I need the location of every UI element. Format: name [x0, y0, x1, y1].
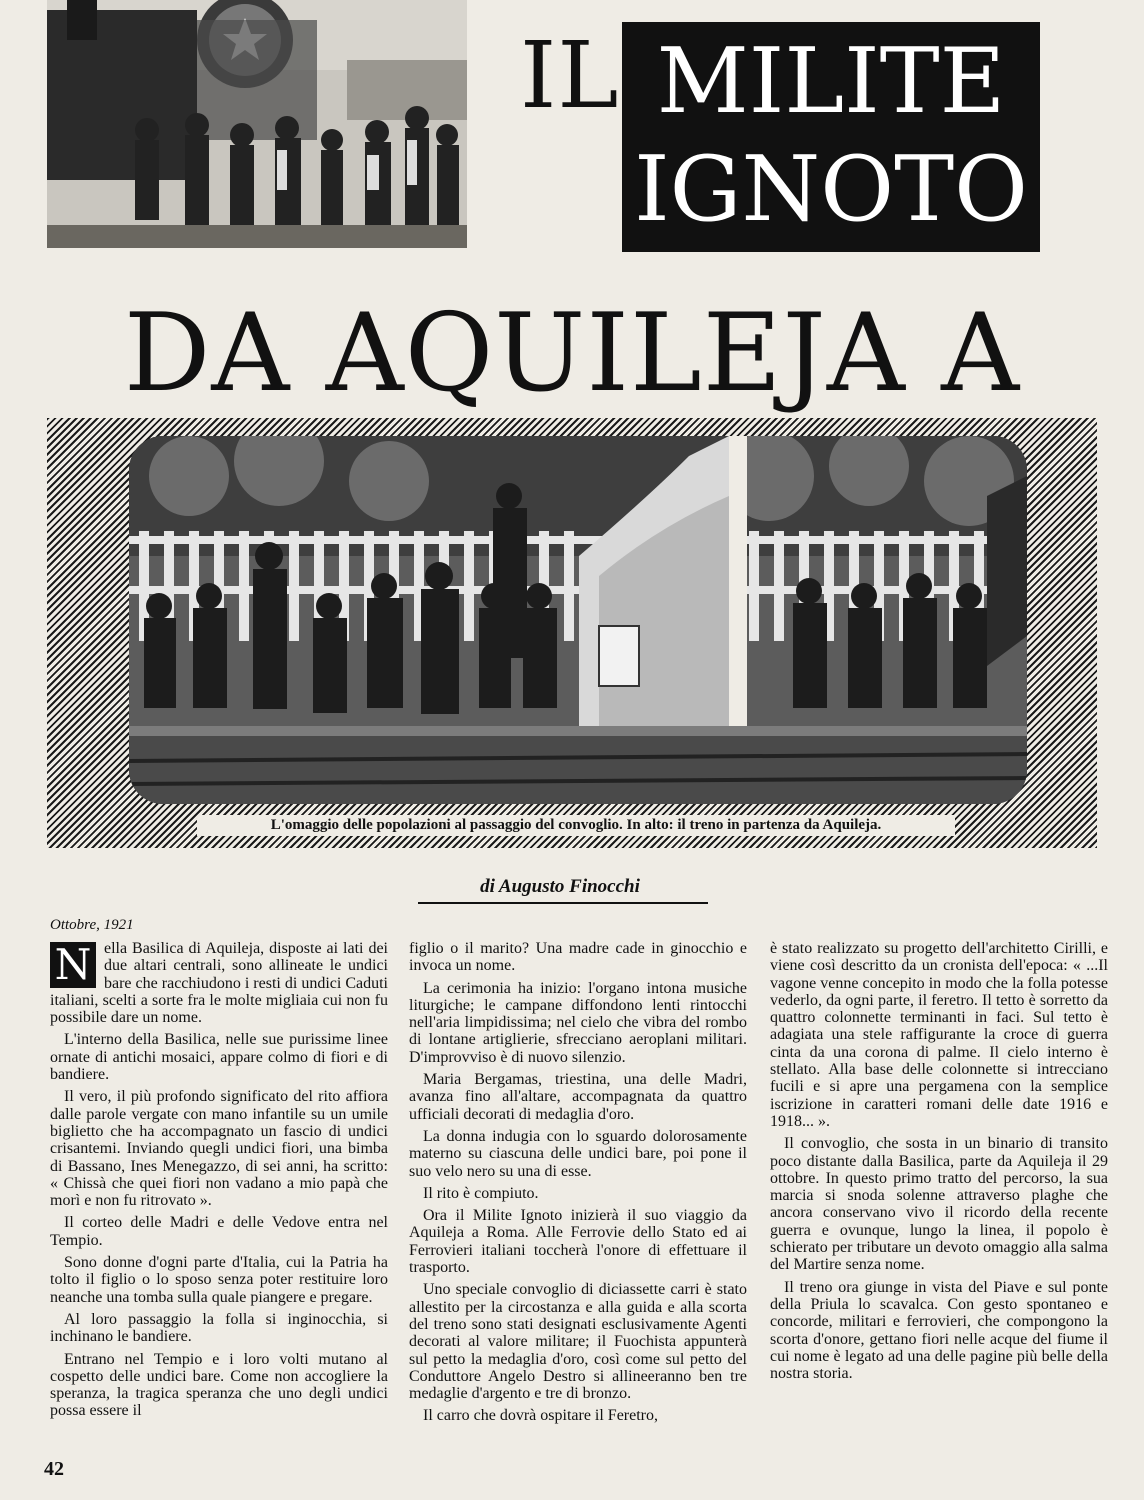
byline-rule [418, 902, 708, 904]
paragraph: Il rito è compiuto. [423, 1184, 539, 1202]
paragraph: Il corteo delle Madri e delle Vedove entra nel Tempio. [50, 1214, 388, 1249]
paragraph: figlio o il marito? Una madre cade in ginocchio e invoca un nome. [409, 940, 747, 975]
paragraph: Sono donne d'ogni parte d'Italia, cui la Patria ha tolto il figlio o lo sposo senza poter restituire loro neanche una tomba sulla quale piangere e pregare. [50, 1254, 388, 1306]
paragraph: ella Basilica di Aquileja, disposte ai lati dei due altari centrali, sono allineate le undici bare che racchiudono i resti di undici Caduti italiani, scelti a sorte fra le molte migliaia cui non fu possibile dare un nome. [50, 940, 388, 1027]
kneeling-crowd-photo [129, 436, 1027, 804]
paragraph: La cerimonia ha inizio: l'organo intona musiche liturgiche; le campane diffondono lenti rintocchi nell'aria limpidissima; nel cielo che vibra del rombo di lontane artiglierie, sfrecciano aeroplani militari. D'improvviso è di nuovo silenzio. [409, 979, 747, 1066]
photo-caption: L'omaggio delle popolazioni al passaggio del convoglio. In alto: il treno in partenza da Aquileja. [197, 815, 955, 836]
paragraph: Il vero, il più profondo significato del rito affiora dalle parole vergate con mano infantile su un umile biglietto che ha accompagnato un fascio di undici crisantemi. Inviando quegli undici fiori, una bimba di Bassano, Ines Menegazzo, di sei anni, ha scritto: « Chissà che quei fiori non vadano a mio papà che morì e non fu ritrovato ». [50, 1088, 388, 1210]
train-departure-photo [47, 0, 467, 248]
paragraph: Entrano nel Tempio e i loro volti mutano al cospetto delle undici bare. Come non accogliere la speranza, la tragica speranza che uno degli undici possa essere il [50, 1350, 388, 1420]
paragraph: Il treno ora giunge in vista del Piave e sul ponte della Priula lo scavalca. Con gesto spontaneo e concorde, militari e ferrovieri, che compongono la scorta d'onore, gettano fiori nelle acque del fiume il cui nome è legato ad una delle pagine più belle della nostra storia. [770, 1278, 1108, 1383]
title-box [622, 22, 1040, 252]
article-column-3 [770, 940, 1108, 1387]
paragraph: Uno speciale convoglio di diciassette carri è stato allestito per la circostanza e alla guida e alla scorta del treno sono stati designati esclusivamente Agenti decorati al valore militare; il Fuochista appunterà sul petto la medaglia d'oro, così come sul petto del Conduttore Angelo Destro si allineeranno ben tre medaglie d'argento e tre di bronzo. [409, 1281, 747, 1403]
title-line-2: IGNOTO [634, 137, 1028, 242]
byline: di Augusto Finocchi [480, 876, 640, 897]
page-number: 42 [44, 1458, 64, 1480]
paragraph: Maria Bergamas, triestina, una delle Madri, avanza fino all'altare, accompagnata da quattro ufficiali decorati di medaglia d'oro. [409, 1071, 747, 1123]
paragraph: Il carro che dovrà ospitare il Feretro, [423, 1407, 659, 1425]
drop-cap: N [50, 942, 96, 988]
title-prefix: IL [520, 22, 620, 129]
photo-frame [47, 418, 1097, 848]
paragraph: L'interno della Basilica, nelle sue purissime linee ornate di antichi mosaici, appare colmo di fiori e di bandiere. [50, 1031, 388, 1084]
title-line-1: MILITE [656, 29, 1006, 134]
paragraph: Al loro passaggio la folla si inginocchia, si inchinano le bandiere. [50, 1310, 388, 1346]
paragraph: La donna indugia con lo sguardo dolorosamente materno su ciascuna delle undici bare, poi pone il suo velo nero su una di esse. [409, 1127, 747, 1180]
headline: DA AQUILEJA A [123, 291, 1021, 416]
paragraph: Ora il Milite Ignoto inizierà il suo viaggio da Aquileja a Roma. Alle Ferrovie dello Stato ed ai Ferrovieri italiani toccherà l'onore di effettuare il trasporto. [409, 1207, 747, 1277]
article-column-1 [50, 940, 388, 1425]
article-column-2 [409, 940, 747, 1430]
paragraph: Il convoglio, che sosta in un binario di transito poco distante dalla Basilica, parte da Aquileja il 29 ottobre. In questo primo tratto del percorso, la sua marcia si snoda solenne attraverso plaghe che ancora conservano vivo il ricordo della recente guerra e ovunque, lungo la linea, il popolo è schierato per tributare un devoto omaggio alla salma del Martire senza nome. [770, 1135, 1108, 1274]
paragraph: è stato realizzato su progetto dell'architetto Cirilli, e viene così descritto da un cronista dell'epoca: « ...Il vagone venne concepito in modo che la folla potesse vederlo, da ogni parte, il feretro. Il tetto è sorretto da quattro colonnette terminanti in faci. Sul tetto è adagiata una stele raffigurante la croce di guerra cinta da una corona di palme. Il cielo interno è stellato. Alla base delle colonnette si intrecciano fucili e si apre una pergamena con la semplice iscrizione in caratteri romani delle date 1916 e 1918... ». [770, 940, 1108, 1130]
dateline: Ottobre, 1921 [50, 917, 134, 933]
